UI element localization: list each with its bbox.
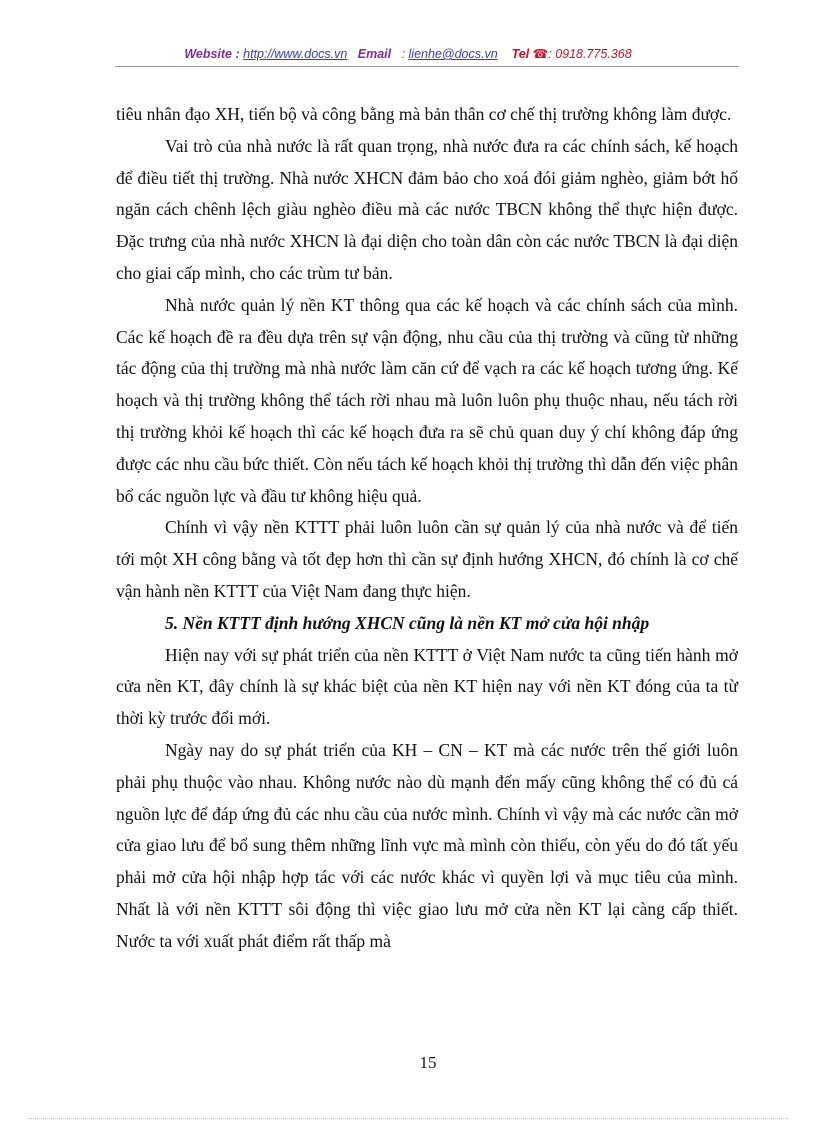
paragraph: Ngày nay do sự phát triển của KH – CN – KT mà các nước trên thế giới luôn phải phụ thuộc vào nhau. Không nước nào dù mạnh đến mấy cũng không thể có đủ cá nguồn lực để đáp ứng đủ các nhu cầu của nước mình. Chính vì vậy mà các nước cần mở cửa giao lưu để bổ sung thêm những lĩnh vực mà mình còn thiếu, còn yếu do đó tất yếu phải mở cửa hội nhập hợp tác với các nước khác vì quyền lợi và mục tiêu của mình. Nhất là với nền KTTT sôi động thì việc giao lưu mở cửa nền KT lại càng cấp thiết. Nước ta với xuất phát điểm rất thấp mà bbox=[116, 739, 738, 951]
page-number: 15 bbox=[419, 1053, 437, 1072]
paragraph: Chính vì vậy nền KTTT phải luôn luôn cần sự quản lý của nhà nước và để tiến tới một XH công bằng và tốt đẹp hơn thì cần sự định hướng XHCN, đó chính là cơ chế vận hành nền KTTT của Việt Nam đang thực hiện. bbox=[116, 517, 738, 601]
header-divider bbox=[115, 66, 739, 67]
tel-label: Tel bbox=[511, 47, 530, 61]
phone-icon: ☎ bbox=[532, 47, 549, 61]
email-link[interactable]: lienhe@docs.vn bbox=[408, 47, 498, 61]
paragraph: Nhà nước quản lý nền KT thông qua các kế hoạch và các chính sách của mình. Các kế hoạch đề ra đều dựa trên sự vận động, nhu cầu của thị trường và cũng từ những tác động của thị trường mà nhà nước làm căn cứ để vạch ra các kế hoạch tương ứng. Kế hoạch và thị trường không thể tách rời nhau mà luôn luôn phụ thuộc nhau, nếu tách rời thị trường khỏi kế hoạch thì các kế hoạch đưa ra sẽ chủ quan duy ý chí không đáp ứng được các nhu cầu bức thiết. Còn nếu tách kế hoạch khỏi thị trường thì dẫn đến việc phân bổ các nguồn lực và đầu tư không hiệu quả. bbox=[116, 294, 738, 506]
page-header bbox=[0, 46, 816, 61]
email-separator: : bbox=[401, 47, 406, 61]
paragraph-continuation: tiêu nhân đạo XH, tiến bộ và công bằng mà bản thân cơ chế thị trường không làm được. bbox=[116, 104, 732, 124]
footer-divider bbox=[28, 1118, 788, 1119]
section-heading: 5. Nền KTTT định hướng XHCN cũng là nền KT mở cửa hội nhập bbox=[165, 612, 650, 633]
website-link[interactable]: http://www.docs.vn bbox=[243, 47, 348, 61]
paragraph: Hiện nay với sự phát triển của nền KTTT ở Việt Nam nước ta cũng tiến hành mở cửa nền KT, đây chính là sự khác biệt của nền KT hiện nay với nền KT đóng của ta từ thời kỳ trước đổi mới. bbox=[116, 644, 738, 729]
document-body bbox=[116, 99, 738, 958]
tel-value: : 0918.775.368 bbox=[548, 47, 632, 61]
paragraph: Vai trò của nhà nước là rất quan trọng, nhà nước đưa ra các chính sách, kế hoạch để điều tiết thị trường. Nhà nước XHCN đảm bảo cho xoá đói giảm nghèo, giảm bớt hố ngăn cách chênh lệch giàu nghèo điều mà các nước TBCN không thể thực hiện được. Đặc trưng của nhà nước XHCN là đại diện cho toàn dân còn các nước TBCN là đại diện cho giai cấp mình, cho các trùm tư bản. bbox=[116, 135, 738, 283]
email-label: Email bbox=[357, 47, 392, 61]
website-label: Website : bbox=[184, 47, 240, 61]
